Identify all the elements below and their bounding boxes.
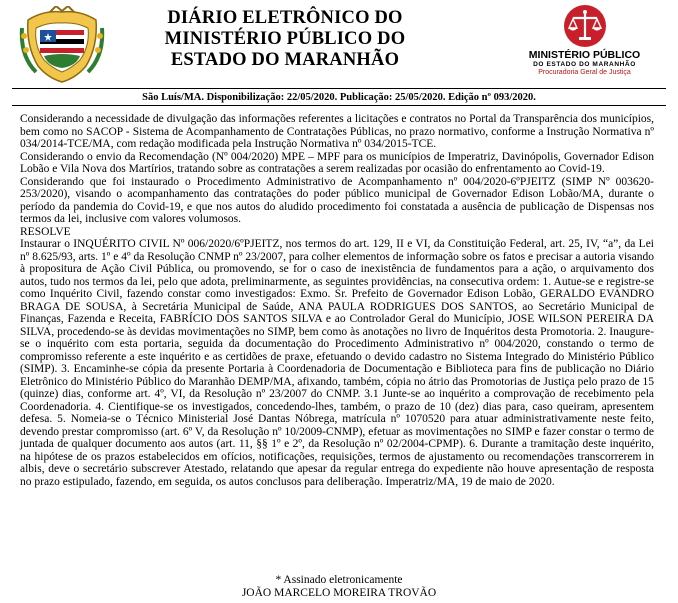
paragraph-considerando-3: Considerando que foi instaurado o Procedimento Administrativo de Acompanhamento nº 004/2020-6ºPJEITZ (SIMP Nº 003620-253/2020), visando o acompanhamento das contratações do poder público municipal de Governador Edison Lobão/MA, durante o período da pandemia do Covid-19, e que nos autos do aludido procedimento foi constatada a ausência de publicação de Dispensas nos termos da lei, inclusive com valores volumosos. <box>20 175 654 225</box>
signatory-name: JOÃO MARCELO MOREIRA TROVÃO <box>241 587 437 599</box>
logo-line-2: DO ESTADO DO MARANHÃO <box>533 61 636 68</box>
publication-title <box>115 8 455 71</box>
paragraph-considerando-2: Considerando o envio da Recomendação (Nº 004/2020) MPE – MPF para os municípios de Imperatriz, Davinópolis, Governador Edison Lobão e Vila Nova dos Martírios, tratando sobre as contratações a serem realizadas por ocasião do enfrentamento ao Covid-19. <box>20 150 654 175</box>
title-line-3: ESTADO DO MARANHÃO <box>170 50 400 70</box>
signature-note: * Assinado eletronicamente <box>275 574 403 586</box>
header-rule-top <box>12 88 666 89</box>
title-line-1: DIÁRIO ELETRÔNICO DO <box>167 8 403 28</box>
header-rule-bottom <box>12 105 666 106</box>
scales-of-justice-icon <box>563 4 607 48</box>
maranhao-state-crest-icon <box>18 6 106 86</box>
publication-dateline: São Luís/MA. Disponibilização: 22/05/2020. Publicação: 25/05/2020. Edição nº 093/2020. <box>142 92 536 103</box>
paragraph-resolve: RESOLVE <box>20 225 71 238</box>
mp-logo <box>497 4 672 84</box>
document-body <box>20 113 654 488</box>
title-line-2: MINISTÉRIO PÚBLICO DO <box>164 29 406 49</box>
paragraph-considerando-1: Considerando a necessidade de divulgação das informações referentes a licitações e contratos no Portal da Transparência dos municípios, bem como no SACOP - Sistema de Acompanhamento de Contratações Públicas, no prazo normativo, conforme a Instrução Normativa nº 034/2014-TCE/MA, com redação modificada pela Instrução Normativa nº 034/2015-TCE. <box>20 113 654 150</box>
paragraph-instaurar: Instaurar o INQUÉRITO CIVIL Nº 006/2020/6ºPJEITZ, nos termos do art. 129, II e VI, da Constituição Federal, art. 25, IV, “a”, da Lei nº 8.625/93, arts. 1º e 4º da Resolução CNMP nº 23/2007, para colher elementos de informação sobre os fatos e precisar a autoria visando à propositura de Ação Civil Pública, ou promovendo, se for o caso de inexistência de fundamentos para a ação, o arquivamento dos autos, tudo nos termos da lei, pelo que adota, preliminarmente, as seguintes providências, na consecutiva ordem: 1. Autue-se e registre-se como Inquérito Civil, fazendo constar como investigados: Exmo. Sr. Prefeito de Governador Edison Lobão, GERALDO EVANDRO BRAGA DE SOUSA, à Secretária Municipal de Saúde, ANA PAULA RODRIGUES DOS SANTOS, ao Secretário Municipal de Finanças, Fazenda e Receita, FABRÍCIO DOS SANTOS SILVA e ao Controlador Geral do Município, JOSE WILSON PEREIRA DA SILVA, procedendo-se às devidas movimentações no SIMP, bem como às anotações no livro de Inquéritos desta Promotoria. 2. Inaugure-se o inquérito com esta portaria, seguida da documentação do Procedimento Administrativo nº 004/2020, constando o termo de compromisso referente a este inquérito e as certidões de praxe, efetuando o devido cadastro no Sistema Integrado do Ministério Público (SIMP). 3. Encaminhe-se cópia da presente Portaria à Coordenadoria de Documentação e Biblioteca para fins de publicação no Diário Eletrônico do Ministério Público do Maranhão DEMP/MA, afixando, também, cópia no átrio das Promotorias de Justiça pelo prazo de 15 (quinze) dias, conforme art. 4º, VI, da Resolução nº 23/2007 do CNMP. 3.1 Junte-se ao inquérito a comprovação de recebimento pela Coordenadoria. 4. Cientifique-se os investigados, concedendo-lhes, também, o prazo de 10 (dez) dias para, caso queiram, apresentem defesa. 5. Nomeia-se o Técnico Ministerial José Dantas Nóbrega, matrícula nº 1070520 para atuar administrativamente neste feito, devendo prestar compromisso (art. 6º V, da Resolução nº 10/2009-CNMP), efetuar as movimentações no SIMP e fazer constar o termo de juntada de qualquer documento aos autos (art. 11, §§ 1º e 2º, da Resolução nº 02/2004-CPMP). 6. Durante a tramitação deste inquérito, na hipótese de os prazos estabelecidos em ofícios, notificações, requisições, termos de ajustamento ou recomendações transcorrerem in albis, deve o secretário subscrever Atestado, relatando que apesar da regular entrega do expediente não houve apresentação de resposta no prazo estipulado, fazendo, em seguida, os autos conclusos para deliberação. Imperatriz/MA, 19 de maio de 2020. <box>20 238 654 488</box>
signature-block <box>0 574 678 600</box>
page-header <box>0 0 678 86</box>
logo-line-3: Procuradoria Geral de Justiça <box>538 69 631 76</box>
logo-line-1: MINISTÉRIO PÚBLICO <box>528 49 641 61</box>
